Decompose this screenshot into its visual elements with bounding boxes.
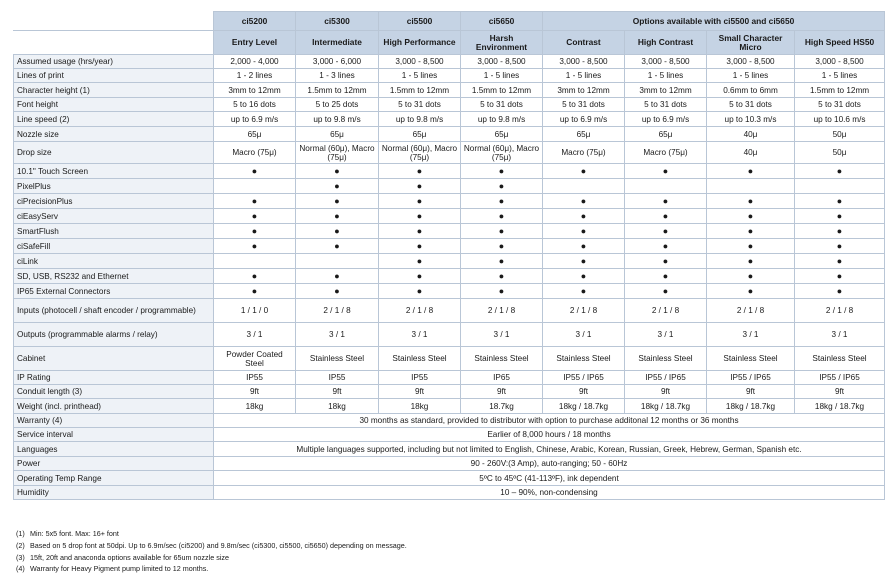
type-header: High Speed HS50 <box>795 31 885 55</box>
cell-value: 3,000 - 8,500 <box>461 55 543 69</box>
spec-row <box>14 239 885 254</box>
cell-value: 1.5mm to 12mm <box>461 83 543 98</box>
feature-dot: ● <box>214 239 296 254</box>
feature-dot: ● <box>543 284 625 299</box>
cell-value: 65μ <box>461 127 543 142</box>
cell-value: 3mm to 12mm <box>625 83 707 98</box>
feature-dot: ● <box>461 179 543 194</box>
row-label: Languages <box>14 442 214 457</box>
cell-value: 2,000 - 4,000 <box>214 55 296 69</box>
spec-row <box>14 112 885 127</box>
row-label: Cabinet <box>14 347 214 371</box>
type-header: High Performance <box>379 31 461 55</box>
model-header: ci5650 <box>461 12 543 31</box>
cell-value: 1 - 5 lines <box>543 69 625 83</box>
cell-value: 40μ <box>707 127 795 142</box>
row-label: ciLink <box>14 254 214 269</box>
row-label: Assumed usage (hrs/year) <box>14 55 214 69</box>
cell-value: 1 - 5 lines <box>625 69 707 83</box>
cell-value: 18kg / 18.7kg <box>625 399 707 414</box>
cell-value: 1.5mm to 12mm <box>795 83 885 98</box>
feature-dot: ● <box>379 239 461 254</box>
cell-value: 2 / 1 / 8 <box>461 299 543 323</box>
type-header: Entry Level <box>214 31 296 55</box>
cell-value: 1 - 5 lines <box>707 69 795 83</box>
feature-dot: ● <box>795 194 885 209</box>
cell-value: 3,000 - 8,500 <box>625 55 707 69</box>
feature-dot: ● <box>543 254 625 269</box>
feature-dot: ● <box>461 224 543 239</box>
cell-value: 3 / 1 <box>795 323 885 347</box>
spec-row <box>14 371 885 385</box>
row-label: ciEasyServ <box>14 209 214 224</box>
spec-row <box>14 224 885 239</box>
feature-dot: ● <box>707 254 795 269</box>
feature-dot: ● <box>795 284 885 299</box>
cell-value: 3 / 1 <box>296 323 379 347</box>
row-label: IP65 External Connectors <box>14 284 214 299</box>
cell-value: 1.5mm to 12mm <box>296 83 379 98</box>
feature-dot: ● <box>543 239 625 254</box>
spec-row <box>14 179 885 194</box>
feature-dot: ● <box>625 224 707 239</box>
footnotes <box>16 528 407 575</box>
cell-value: IP55 / IP65 <box>707 371 795 385</box>
row-label: 10.1" Touch Screen <box>14 164 214 179</box>
feature-dot: ● <box>707 269 795 284</box>
row-label: IP Rating <box>14 371 214 385</box>
cell-value: 9ft <box>461 385 543 399</box>
spanning-value: 30 months as standard, provided to distributor with option to purchase additonal 12 months or 36 months <box>214 414 885 428</box>
feature-dot: ● <box>795 164 885 179</box>
cell-value: 65μ <box>296 127 379 142</box>
row-label: Line speed (2) <box>14 112 214 127</box>
feature-dot: ● <box>707 194 795 209</box>
row-label: Weight (incl. printhead) <box>14 399 214 414</box>
cell-value: IP55 <box>214 371 296 385</box>
spanning-value: 90 - 260V:(3 Amp), auto-ranging; 50 - 60Hz <box>214 457 885 471</box>
spec-row <box>14 69 885 83</box>
cell-value: 2 / 1 / 8 <box>625 299 707 323</box>
cell-value: 65μ <box>625 127 707 142</box>
cell-value: 1 - 2 lines <box>214 69 296 83</box>
cell-value: 3,000 - 8,500 <box>707 55 795 69</box>
feature-dot: ● <box>214 224 296 239</box>
spec-row <box>14 164 885 179</box>
cell-value: 1 - 3 lines <box>296 69 379 83</box>
footnote-number: (2) <box>16 540 25 550</box>
cell-value: Stainless Steel <box>795 347 885 371</box>
footnote <box>16 528 407 540</box>
cell-value <box>707 179 795 194</box>
cell-value: 0.6mm to 6mm <box>707 83 795 98</box>
spec-row <box>14 299 885 323</box>
cell-value: 18kg <box>379 399 461 414</box>
footnote-text: Min: 5x5 font. Max: 16+ font <box>30 529 119 538</box>
spec-row <box>14 457 885 471</box>
cell-value <box>543 179 625 194</box>
feature-dot: ● <box>795 224 885 239</box>
row-label: PixelPlus <box>14 179 214 194</box>
cell-value: Normal (60μ), Macro (75μ) <box>379 142 461 164</box>
spec-row <box>14 269 885 284</box>
feature-dot: ● <box>461 194 543 209</box>
cell-value: IP55 <box>296 371 379 385</box>
spec-row <box>14 254 885 269</box>
spec-row <box>14 98 885 112</box>
cell-value: 5 to 31 dots <box>543 98 625 112</box>
model-header-row <box>14 12 885 31</box>
row-label: Conduit length (3) <box>14 385 214 399</box>
feature-dot: ● <box>543 164 625 179</box>
cell-value: up to 10.3 m/s <box>707 112 795 127</box>
cell-value: up to 9.8 m/s <box>379 112 461 127</box>
feature-dot: ● <box>795 209 885 224</box>
cell-value: IP55 / IP65 <box>625 371 707 385</box>
cell-value: up to 9.8 m/s <box>461 112 543 127</box>
cell-value: 65μ <box>379 127 461 142</box>
feature-dot: ● <box>625 269 707 284</box>
feature-dot: ● <box>214 209 296 224</box>
cell-value: 2 / 1 / 8 <box>795 299 885 323</box>
feature-dot: ● <box>296 194 379 209</box>
cell-value: IP55 / IP65 <box>795 371 885 385</box>
cell-value: 5 to 31 dots <box>707 98 795 112</box>
feature-dot: ● <box>379 254 461 269</box>
spec-row <box>14 83 885 98</box>
cell-value: 3 / 1 <box>625 323 707 347</box>
feature-dot: ● <box>379 224 461 239</box>
spec-row <box>14 414 885 428</box>
feature-dot: ● <box>296 239 379 254</box>
row-label: Warranty (4) <box>14 414 214 428</box>
cell-value <box>795 179 885 194</box>
cell-value: 18kg <box>214 399 296 414</box>
type-header-row <box>14 31 885 55</box>
type-header: Contrast <box>543 31 625 55</box>
cell-value: Normal (60μ), Macro (75μ) <box>296 142 379 164</box>
feature-dot: ● <box>379 284 461 299</box>
cell-value: 65μ <box>543 127 625 142</box>
feature-dot: ● <box>461 239 543 254</box>
cell-value: Macro (75μ) <box>625 142 707 164</box>
cell-value: Normal (60μ), Macro (75μ) <box>461 142 543 164</box>
cell-value: 9ft <box>795 385 885 399</box>
feature-dot: ● <box>461 209 543 224</box>
cell-value: Stainless Steel <box>707 347 795 371</box>
feature-dot: ● <box>707 209 795 224</box>
feature-dot: ● <box>296 164 379 179</box>
feature-dot: ● <box>707 224 795 239</box>
row-label: Service interval <box>14 428 214 442</box>
footnote-number: (3) <box>16 552 25 562</box>
footnote-text: Based on 5 drop font at 50dpi. Up to 6.9m/sec (ci5200) and 9.8m/sec (ci5300, ci5500, ci5650) depending on message. <box>30 540 407 550</box>
cell-value: 65μ <box>214 127 296 142</box>
cell-value: Stainless Steel <box>625 347 707 371</box>
cell-value: 9ft <box>379 385 461 399</box>
cell-value: up to 10.6 m/s <box>795 112 885 127</box>
cell-value: Macro (75μ) <box>214 142 296 164</box>
feature-dot: ● <box>296 269 379 284</box>
spec-row <box>14 127 885 142</box>
spec-row <box>14 142 885 164</box>
cell-value: 2 / 1 / 8 <box>707 299 795 323</box>
spec-row <box>14 323 885 347</box>
cell-value: 2 / 1 / 8 <box>379 299 461 323</box>
feature-dot: ● <box>296 209 379 224</box>
cell-value: 50μ <box>795 127 885 142</box>
spanning-value: Multiple languages supported, including but not limited to English, Chinese, Arabic, Korean, Russian, Greek, Hebrew, German, Spanish etc. <box>214 442 885 457</box>
model-header: ci5500 <box>379 12 461 31</box>
cell-value: 3,000 - 6,000 <box>296 55 379 69</box>
cell-value: Stainless Steel <box>296 347 379 371</box>
options-header: Options available with ci5500 and ci5650 <box>543 12 885 31</box>
cell-value <box>214 179 296 194</box>
feature-dot: ● <box>707 284 795 299</box>
cell-value: Stainless Steel <box>461 347 543 371</box>
cell-value: Macro (75μ) <box>543 142 625 164</box>
spec-table <box>13 11 885 500</box>
spanning-value: 10 – 90%, non-condensing <box>214 486 885 500</box>
cell-value: up to 6.9 m/s <box>543 112 625 127</box>
feature-dot: ● <box>379 179 461 194</box>
spanning-value: 5ºC to 45ºC (41-113ºF), ink dependent <box>214 471 885 486</box>
cell-value: 5 to 31 dots <box>795 98 885 112</box>
footnote-text: 15ft, 20ft and anaconda options available for 65um nozzle size <box>30 552 229 562</box>
feature-dot: ● <box>625 209 707 224</box>
footnote <box>16 563 407 575</box>
row-label: SD, USB, RS232 and Ethernet <box>14 269 214 284</box>
feature-dot: ● <box>296 224 379 239</box>
cell-value: Stainless Steel <box>543 347 625 371</box>
feature-dot: ● <box>625 194 707 209</box>
cell-value: up to 6.9 m/s <box>214 112 296 127</box>
spec-row <box>14 55 885 69</box>
cell-value: Powder Coated Steel <box>214 347 296 371</box>
feature-dot: ● <box>625 239 707 254</box>
cell-value: 1 / 1 / 0 <box>214 299 296 323</box>
cell-value: 1 - 5 lines <box>461 69 543 83</box>
cell-value: 18kg <box>296 399 379 414</box>
feature-dot: ● <box>543 224 625 239</box>
cell-value: 18kg / 18.7kg <box>543 399 625 414</box>
cell-value <box>214 254 296 269</box>
feature-dot: ● <box>795 239 885 254</box>
cell-value: 3mm to 12mm <box>214 83 296 98</box>
cell-value: 5 to 16 dots <box>214 98 296 112</box>
feature-dot: ● <box>461 284 543 299</box>
feature-dot: ● <box>707 239 795 254</box>
feature-dot: ● <box>214 164 296 179</box>
spec-row <box>14 284 885 299</box>
spec-row <box>14 385 885 399</box>
row-label: Humidity <box>14 486 214 500</box>
feature-dot: ● <box>795 254 885 269</box>
cell-value: IP55 / IP65 <box>543 371 625 385</box>
cell-value: 1 - 5 lines <box>379 69 461 83</box>
feature-dot: ● <box>296 284 379 299</box>
cell-value: 9ft <box>543 385 625 399</box>
feature-dot: ● <box>625 284 707 299</box>
row-label: ciPrecisionPlus <box>14 194 214 209</box>
footnote-number: (1) <box>16 529 25 538</box>
feature-dot: ● <box>707 164 795 179</box>
spec-row <box>14 428 885 442</box>
cell-value: 5 to 31 dots <box>461 98 543 112</box>
cell-value: 9ft <box>707 385 795 399</box>
spec-body <box>14 55 885 500</box>
cell-value: 3 / 1 <box>543 323 625 347</box>
spec-row <box>14 347 885 371</box>
cell-value: 3 / 1 <box>707 323 795 347</box>
cell-value: 18.7kg <box>461 399 543 414</box>
cell-value: 1.5mm to 12mm <box>379 83 461 98</box>
feature-dot: ● <box>296 179 379 194</box>
feature-dot: ● <box>461 164 543 179</box>
feature-dot: ● <box>625 164 707 179</box>
model-header: ci5300 <box>296 12 379 31</box>
type-header: Small Character Micro <box>707 31 795 55</box>
feature-dot: ● <box>543 194 625 209</box>
cell-value: 5 to 31 dots <box>379 98 461 112</box>
cell-value: up to 6.9 m/s <box>625 112 707 127</box>
feature-dot: ● <box>379 194 461 209</box>
cell-value: 5 to 25 dots <box>296 98 379 112</box>
cell-value: 3 / 1 <box>379 323 461 347</box>
spanning-value: Earlier of 8,000 hours / 18 months <box>214 428 885 442</box>
cell-value: 18kg / 18.7kg <box>707 399 795 414</box>
feature-dot: ● <box>214 194 296 209</box>
cell-value: 3mm to 12mm <box>543 83 625 98</box>
cell-value: 2 / 1 / 8 <box>296 299 379 323</box>
row-label: Font height <box>14 98 214 112</box>
footnote <box>16 540 407 552</box>
cell-value: 9ft <box>625 385 707 399</box>
spec-row <box>14 399 885 414</box>
type-header: Harsh Environment <box>461 31 543 55</box>
row-label: Power <box>14 457 214 471</box>
feature-dot: ● <box>379 209 461 224</box>
feature-dot: ● <box>543 209 625 224</box>
row-label: Lines of print <box>14 69 214 83</box>
row-label: Operating Temp Range <box>14 471 214 486</box>
cell-value: Stainless Steel <box>379 347 461 371</box>
feature-dot: ● <box>461 254 543 269</box>
feature-dot: ● <box>461 269 543 284</box>
row-label: ciSafeFill <box>14 239 214 254</box>
header-corner <box>14 31 214 55</box>
footnote-text: Warranty for Heavy Pigment pump limited to 12 months. <box>30 564 209 574</box>
cell-value <box>625 179 707 194</box>
row-label: SmartFlush <box>14 224 214 239</box>
cell-value: 3 / 1 <box>214 323 296 347</box>
feature-dot: ● <box>543 269 625 284</box>
cell-value: 50μ <box>795 142 885 164</box>
cell-value: 18kg / 18.7kg <box>795 399 885 414</box>
spec-row <box>14 471 885 486</box>
feature-dot: ● <box>379 164 461 179</box>
footnote-number: (4) <box>16 564 25 574</box>
spec-row <box>14 194 885 209</box>
type-header: High Contrast <box>625 31 707 55</box>
cell-value: 1 - 5 lines <box>795 69 885 83</box>
cell-value <box>296 254 379 269</box>
cell-value: 9ft <box>296 385 379 399</box>
cell-value: 2 / 1 / 8 <box>543 299 625 323</box>
footnote <box>16 552 407 564</box>
cell-value: up to 9.8 m/s <box>296 112 379 127</box>
cell-value: 3 / 1 <box>461 323 543 347</box>
spec-row <box>14 442 885 457</box>
row-label: Nozzle size <box>14 127 214 142</box>
spec-row <box>14 209 885 224</box>
row-label: Outputs (programmable alarms / relay) <box>14 323 214 347</box>
feature-dot: ● <box>214 269 296 284</box>
cell-value: 3,000 - 8,500 <box>795 55 885 69</box>
header-corner <box>14 12 214 31</box>
type-header: Intermediate <box>296 31 379 55</box>
feature-dot: ● <box>214 284 296 299</box>
cell-value: 9ft <box>214 385 296 399</box>
cell-value: 5 to 31 dots <box>625 98 707 112</box>
feature-dot: ● <box>379 269 461 284</box>
spec-row <box>14 486 885 500</box>
cell-value: 3,000 - 8,500 <box>543 55 625 69</box>
feature-dot: ● <box>795 269 885 284</box>
feature-dot: ● <box>625 254 707 269</box>
cell-value: IP55 <box>379 371 461 385</box>
row-label: Inputs (photocell / shaft encoder / programmable) <box>14 299 214 323</box>
model-header: ci5200 <box>214 12 296 31</box>
cell-value: IP65 <box>461 371 543 385</box>
row-label: Character height (1) <box>14 83 214 98</box>
cell-value: 3,000 - 8,500 <box>379 55 461 69</box>
row-label: Drop size <box>14 142 214 164</box>
cell-value: 40μ <box>707 142 795 164</box>
